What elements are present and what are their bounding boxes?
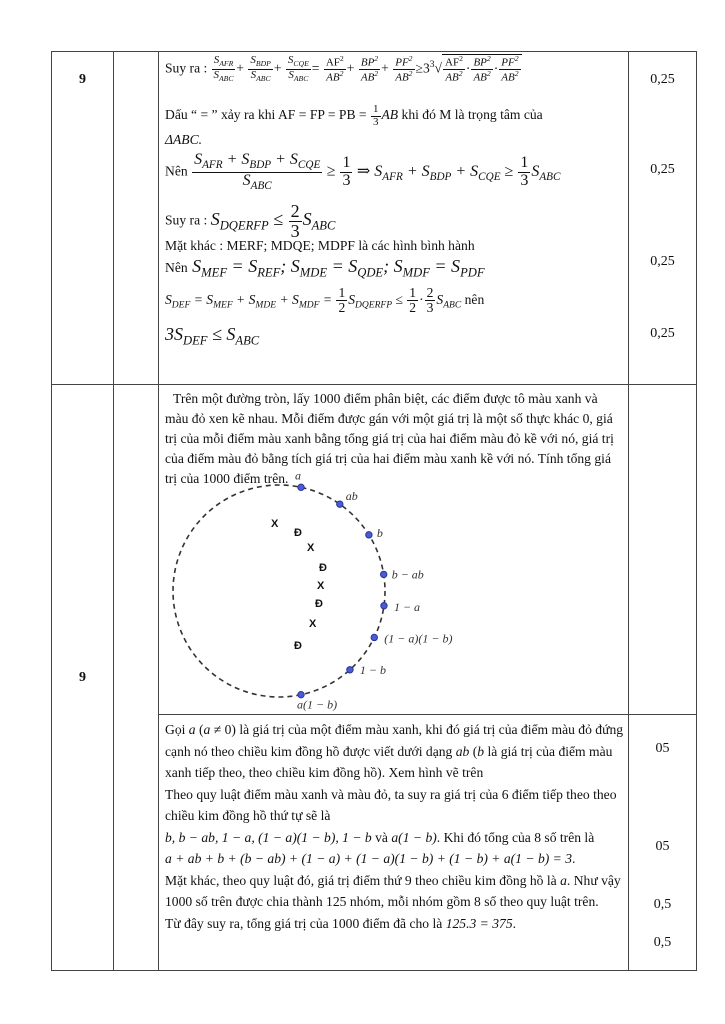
circle-point	[337, 501, 343, 507]
fraction: $\frac{PF^2}{AB^2}$	[395, 53, 413, 84]
equality-text-b: khi đó M là trọng tâm của	[401, 107, 543, 123]
fraction: $\frac{BP^2}{AB^2}$	[360, 53, 379, 84]
label-nen: Nên	[165, 163, 188, 179]
label-nen-3: nên	[464, 291, 485, 307]
sequence-expr: a(1 − b)	[391, 829, 437, 845]
points-value: 0,25	[650, 254, 675, 269]
points-value: 0,5	[653, 897, 672, 912]
point-label: 1 − b	[359, 662, 387, 677]
color-mark: Đ	[294, 640, 302, 652]
formula-line-nen: Nên $\frac{S_{AFR} + S_{BDP} + S_{CQE}}{S_{ABC}}$ ≥ $\frac{1}{3}$ ⇒ $S_{AFR} + S_{BDP} + S_{CQE}$ ≥ $\frac{1}{3}$ $S_{ABC}$	[165, 151, 561, 193]
color-mark: X	[271, 518, 279, 530]
fraction: $\frac{S_{BDP}}{S_{ABC}}$	[250, 54, 271, 83]
points-value: 0,25	[650, 326, 675, 341]
fraction: $\frac{S_{AFR}}{S_{ABC}}$	[213, 54, 234, 83]
equality-text-a: Dấu “ = ” xảy ra khi AF = FP = PB =	[165, 107, 367, 123]
points-value: 0,25	[650, 162, 675, 177]
sequence-expr: b, b − ab, 1 − a, (1 − a)(1 − b), 1 − b	[165, 829, 372, 845]
points-value: 05	[655, 839, 670, 854]
color-mark: Đ	[319, 562, 327, 574]
blank-cell	[114, 52, 159, 385]
text: Mặt khác, theo quy luật đó, giá trị điểm thứ 9 theo chiều kim đồng hồ là	[165, 872, 557, 888]
color-mark: Đ	[315, 598, 323, 610]
point-label: b	[376, 525, 383, 540]
circle-point	[381, 603, 387, 609]
table-row	[52, 52, 697, 385]
result-expr: 125.3 = 375	[445, 915, 513, 931]
circle-diagram	[159, 468, 629, 712]
question-number	[52, 52, 114, 385]
solution-body	[159, 52, 628, 352]
table-row	[52, 385, 697, 715]
triangle-abc: ΔABC.	[165, 132, 203, 147]
parallelogram-text: Mặt khác : MERF; MDQE; MDPF là các hình bình hành	[165, 238, 475, 253]
blank-cell	[114, 385, 159, 971]
question-number-text: 9	[79, 72, 86, 87]
text: Gọi	[165, 722, 186, 737]
circle-point	[347, 667, 353, 673]
text: là giá trị của một điểm màu xanh, khi đó giá trị của điểm màu đỏ đứng cạnh nó theo chiều kim đồng hồ được viết dưới dạng	[165, 722, 624, 759]
text: là giá trị của điểm màu xanh tiếp theo, theo chiều kim đồng hồ). Xem hình vẽ trên	[165, 743, 613, 780]
points-value: 05	[655, 741, 670, 756]
color-mark: X	[317, 580, 325, 592]
formula-line-3: Nên $S_{MEF} = S_{REF}$; $S_{MDE} = S_{QDE}$; $S_{MDF} = S_{PDF}$	[165, 256, 485, 280]
solution-cell	[159, 715, 629, 971]
color-mark: X	[307, 542, 315, 554]
question-number	[52, 385, 114, 971]
color-mark: Đ	[294, 527, 302, 539]
circle-figure	[159, 468, 628, 712]
text: . Như vậy 1000 số trên được chia thành 125 nhóm, mỗi nhóm gồm 8 số theo quy luật trên.	[165, 872, 621, 909]
point-label: a	[295, 468, 302, 483]
formula-line-2: Suy ra : $S_{DQERFP}$ ≤ $\frac{2}{3}$ $S_{ABC}$	[165, 201, 336, 241]
circle-point	[298, 484, 304, 490]
solution-body: Gọi a (a ≠ 0) là giá trị của một điểm màu xanh, khi đó giá trị của điểm màu đỏ đứng cạnh nó theo chiều kim đồng hồ được viết dưới dạng ab (b là giá trị của điểm màu xanh tiếp theo, theo chiều kim đồng hồ). Xem hình vẽ trên Theo quy luật điểm màu xanh và màu đỏ, ta suy ra giá trị của 6 điểm tiếp theo theo chiều kim đồng hồ thứ tự sẽ là b, b − ab, 1 − a, (1 − a)(1 − b), 1 − b và a(1 − b). Khi đó tổng của 8 số trên là a + ab + b + (b − ab) + (1 − a) + (1 − a)(1 − b) + (1 − b) + a(1 − b) = 3. Mặt khác, theo quy luật đó, giá trị điểm thứ 9 theo chiều kim đồng hồ là a. Như vậy 1000 số trên được chia thành 125 nhóm, mỗi nhóm gồm 8 số theo quy luật trên. Từ đây suy ra, tổng giá trị của 1000 điểm đã cho là 125.3 = 375.	[165, 722, 624, 931]
answer-table	[51, 51, 697, 971]
problem-statement: Trên một đường tròn, lấy 1000 điểm phân biệt, các điểm được tô màu xanh và màu đỏ xen kẽ nhau. Mỗi điểm được gán với một giá trị là một số thực khác 0, giá trị của mỗi điểm màu xanh bằng tổng giá trị của hai điểm màu đỏ kề với nó, giá trị của điểm màu đỏ bằng tích giá trị của hai điểm màu xanh kề với nó. Tính tổng giá trị của 1000 điểm trên.	[165, 391, 614, 486]
formula-line-5: $3S_{DEF} \le S_{ABC}$	[165, 324, 260, 348]
text: . Khi đó tổng của 8 số trên là	[436, 829, 595, 845]
circle-point	[380, 571, 386, 577]
label-nen-2: Nên	[165, 260, 188, 275]
circle-point	[371, 634, 377, 640]
points-cell	[629, 385, 697, 715]
circle-point	[366, 532, 372, 538]
color-mark: X	[309, 618, 317, 630]
label-suy-ra-2: Suy ra :	[165, 212, 208, 228]
formula-line-4: $S_{DEF} = S_{MEF} + S_{MDE} + S_{MDF}$ = $\frac{1}{2}$ $S_{DQERFP}$ ≤ $\frac{1}{2}$ · $\frac{2}{3}$ $S_{ABC}$ nên	[165, 285, 485, 316]
point-label: 1 − a	[393, 599, 421, 614]
dashed-circle	[173, 485, 385, 697]
text: Từ đây suy ra, tổng giá trị của 1000 điểm đã cho là	[165, 915, 443, 931]
points-value: 0,25	[650, 72, 675, 87]
points-value: 0,5	[653, 935, 672, 950]
formula-line-1: Suy ra : $\frac{S_{AFR}}{S_{ABC}}$ + $\frac{S_{BDP}}{S_{ABC}}$ + $\frac{S_{CQE}}{S_{ABC}}$ = $\frac{AF^2}{AB^2}$ + $\frac{BP^2}{AB^2}$ + $\frac{PF^2}{AB^2}$ $\ge 3^3√$ $\frac{AF^2}{AB^2}$ · $\frac{BP^2}{AB^2}$ · $\frac{PF^2}{AB^2}$	[165, 54, 624, 98]
points-cell	[629, 715, 697, 971]
question-number-text: 9	[79, 669, 86, 685]
label-suy-ra: Suy ra :	[165, 60, 208, 76]
equality-line: Dấu “ = ” xảy ra khi AF = FP = PB = $\frac{1}{3}$ AB khi đó M là trọng tâm của	[165, 103, 543, 128]
text: Theo quy luật điểm màu xanh và màu đỏ, ta suy ra giá trị của 6 điểm tiếp theo theo chiều kim đồng hồ thứ tự sẽ là	[165, 786, 617, 823]
point-label: (1 − a)(1 − b)	[384, 631, 453, 646]
fraction: $\frac{S_{CQE}}{S_{ABC}}$	[287, 54, 309, 83]
point-label: ab	[345, 489, 358, 504]
point-label: a(1 − b)	[297, 697, 338, 712]
solution-cell	[159, 52, 629, 385]
text: và	[375, 829, 388, 845]
points-cell	[629, 52, 697, 385]
problem-cell	[159, 385, 629, 715]
fraction: $\frac{AF^2}{AB^2}$	[325, 53, 344, 84]
sum-expr: a + ab + b + (b − ab) + (1 − a) + (1 − a)(1 − b) + (1 − b) + a(1 − b) = 3	[165, 851, 573, 866]
point-label: b − ab	[391, 567, 424, 582]
